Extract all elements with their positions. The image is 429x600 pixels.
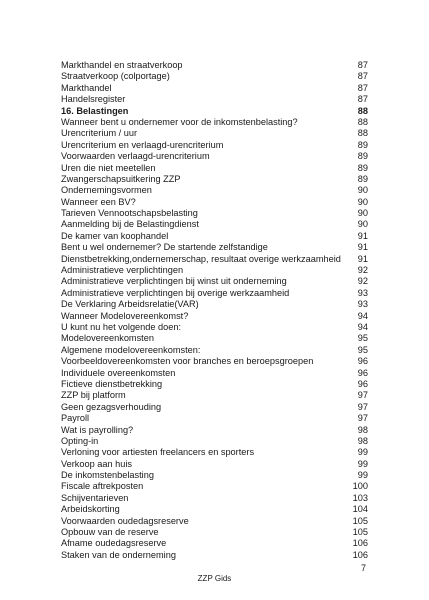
toc-entry bbox=[61, 197, 368, 208]
toc-entry-title: Wanneer een BV? bbox=[61, 196, 136, 207]
toc-entry-title: Bent u wel ondernemer? De startende zelfstandige bbox=[61, 242, 268, 253]
toc-entry-title: Algemene modelovereenkomsten: bbox=[61, 344, 201, 355]
toc-entry-page: 87 bbox=[357, 82, 368, 93]
toc-entry-page: 87 bbox=[357, 94, 368, 105]
toc-entry-page: 91 bbox=[357, 253, 368, 264]
toc-entry bbox=[61, 71, 368, 82]
toc-entry-title: Urencriterium / uur bbox=[61, 128, 138, 139]
toc-entry bbox=[61, 185, 368, 196]
toc-entry bbox=[61, 174, 368, 185]
toc-entry-title: Uren die niet meetellen bbox=[61, 162, 156, 173]
toc-entry bbox=[61, 504, 368, 515]
toc-entry bbox=[61, 242, 368, 253]
toc-entry bbox=[61, 208, 368, 219]
toc-entry bbox=[61, 481, 368, 492]
toc-entry-page: 89 bbox=[357, 162, 368, 173]
toc-entry-page: 99 bbox=[357, 447, 368, 458]
toc-entry-page: 90 bbox=[357, 208, 368, 219]
toc-entry-title: Wanneer Modelovereenkomst? bbox=[61, 310, 189, 321]
toc-entry bbox=[61, 413, 368, 424]
toc-entry bbox=[61, 390, 368, 401]
toc-entry-title: Geen gezagsverhouding bbox=[61, 401, 162, 412]
toc-entry-page: 89 bbox=[357, 139, 368, 150]
toc-entry-page: 95 bbox=[357, 344, 368, 355]
toc-entry-title: ZZP bij platform bbox=[61, 390, 126, 401]
toc-entry bbox=[61, 493, 368, 504]
toc-entry-title: De inkomstenbelasting bbox=[61, 470, 154, 481]
toc-entry-page: 90 bbox=[357, 219, 368, 230]
toc-entry-title: Administratieve verplichtingen bbox=[61, 265, 184, 276]
toc-entry-page: 95 bbox=[357, 333, 368, 344]
toc-entry-page: 96 bbox=[357, 356, 368, 367]
toc-entry-title: Verloning voor artiesten freelancers en sporters bbox=[61, 447, 255, 458]
toc-entry-page: 87 bbox=[357, 60, 368, 70]
toc-entry bbox=[61, 151, 368, 162]
toc-entry-page: 105 bbox=[352, 527, 368, 538]
toc-entry-page: 97 bbox=[357, 390, 368, 401]
toc-entry-title: Tarieven Vennootschapsbelasting bbox=[61, 208, 198, 219]
toc-entry bbox=[61, 322, 368, 333]
toc-entry-page: 91 bbox=[357, 230, 368, 241]
toc-entry-title: Fiscale aftrekposten bbox=[61, 481, 144, 492]
toc-entry-page: 99 bbox=[357, 458, 368, 469]
toc-entry-title: Opting-in bbox=[61, 435, 99, 446]
toc-entry-title: Wanneer bent u ondernemer voor de inkomstenbelasting? bbox=[61, 116, 298, 127]
toc-entry-title: Administratieve verplichtingen bij overige werkzaamheid bbox=[61, 287, 290, 298]
toc-entry bbox=[61, 425, 368, 436]
toc-entry-page: 106 bbox=[352, 538, 368, 549]
toc-entry-page: 100 bbox=[352, 481, 368, 492]
toc-entry-title: Urencriterium en verlaagd-urencriterium bbox=[61, 139, 224, 150]
toc-entry-title: Administratieve verplichtingen bij winst uit onderneming bbox=[61, 276, 287, 287]
toc-entry-title: Markthandel bbox=[61, 82, 112, 93]
toc-entry-title: Zwangerschapsuitkering ZZP bbox=[61, 173, 181, 184]
toc-entry bbox=[61, 265, 368, 276]
toc-entry-title: Dienstbetrekking,ondernemerschap, resultaat overige werkzaamheid bbox=[61, 253, 341, 264]
toc-entry-title: 16. Belastingen bbox=[61, 105, 129, 116]
toc-entry bbox=[61, 106, 368, 117]
toc-entry bbox=[61, 436, 368, 447]
toc-entry-title: Aanmelding bij de Belastingdienst bbox=[61, 219, 199, 230]
toc-entry-page: 104 bbox=[352, 504, 368, 515]
toc-entry-title: Staken van de onderneming bbox=[61, 549, 176, 560]
toc-entry bbox=[61, 527, 368, 538]
toc-entry bbox=[61, 459, 368, 470]
toc-entry bbox=[61, 128, 368, 139]
toc-entry-page: 96 bbox=[357, 367, 368, 378]
toc-entry-page: 98 bbox=[357, 424, 368, 435]
toc-entry-page: 93 bbox=[357, 299, 368, 310]
toc-entry-title: Individuele overeenkomsten bbox=[61, 367, 176, 378]
toc-entry bbox=[61, 538, 368, 549]
toc-entry bbox=[61, 83, 368, 94]
toc-entry-page: 106 bbox=[352, 549, 368, 560]
toc-entry bbox=[61, 356, 368, 367]
toc-entry-page: 94 bbox=[357, 310, 368, 321]
toc-entry bbox=[61, 276, 368, 287]
toc-entry bbox=[61, 60, 368, 71]
toc-entry-page: 88 bbox=[357, 116, 368, 127]
toc-entry bbox=[61, 117, 368, 128]
toc-entry-page: 99 bbox=[357, 470, 368, 481]
toc-entry bbox=[61, 550, 368, 561]
toc-entry-title: De kamer van koophandel bbox=[61, 230, 169, 241]
toc-entry bbox=[61, 231, 368, 242]
toc-entry-page: 98 bbox=[357, 435, 368, 446]
toc-entry-page: 103 bbox=[352, 492, 368, 503]
toc-entry-page: 97 bbox=[357, 401, 368, 412]
toc-entry-title: Payroll bbox=[61, 413, 90, 424]
toc-entry-page: 93 bbox=[357, 287, 368, 298]
toc-entry-page: 92 bbox=[357, 265, 368, 276]
toc-entry-page: 89 bbox=[357, 151, 368, 162]
toc-entry-title: Schijventarieven bbox=[61, 492, 129, 503]
toc-entry bbox=[61, 402, 368, 413]
toc-entry-title: Modelovereenkomsten bbox=[61, 333, 154, 344]
toc-entry bbox=[61, 94, 368, 105]
toc-entry bbox=[61, 219, 368, 230]
toc-entry-page: 87 bbox=[357, 71, 368, 82]
toc-entry bbox=[61, 311, 368, 322]
table-of-contents bbox=[61, 60, 368, 561]
toc-entry bbox=[61, 333, 368, 344]
toc-entry bbox=[61, 516, 368, 527]
toc-entry-title: Fictieve dienstbetrekking bbox=[61, 378, 163, 389]
toc-entry-title: Verkoop aan huis bbox=[61, 458, 133, 469]
toc-entry-title: Voorbeeldovereenkomsten voor branches en beroepsgroepen bbox=[61, 356, 314, 367]
toc-entry-title: Handelsregister bbox=[61, 94, 126, 105]
toc-entry-page: 89 bbox=[357, 173, 368, 184]
toc-entry bbox=[61, 379, 368, 390]
toc-entry-page: 97 bbox=[357, 413, 368, 424]
toc-entry-page: 90 bbox=[357, 185, 368, 196]
toc-entry bbox=[61, 299, 368, 310]
toc-entry-page: 92 bbox=[357, 276, 368, 287]
toc-entry bbox=[61, 447, 368, 458]
toc-entry-page: 105 bbox=[352, 515, 368, 526]
toc-entry-page: 96 bbox=[357, 378, 368, 389]
page-number: 7 bbox=[361, 563, 367, 573]
toc-entry-title: Afname oudedagsreserve bbox=[61, 538, 167, 549]
footer-title: ZZP Gids bbox=[197, 574, 232, 583]
toc-entry-title: Markthandel en straatverkoop bbox=[61, 60, 183, 70]
toc-entry-page: 88 bbox=[357, 105, 368, 116]
toc-entry-title: Voorwaarden verlaagd-urencriterium bbox=[61, 151, 210, 162]
toc-entry bbox=[61, 163, 368, 174]
toc-entry-page: 90 bbox=[357, 196, 368, 207]
toc-entry-title: Opbouw van de reserve bbox=[61, 527, 159, 538]
toc-entry-title: De Verklaring Arbeidsrelatie(VAR) bbox=[61, 299, 199, 310]
toc-entry bbox=[61, 140, 368, 151]
toc-entry bbox=[61, 288, 368, 299]
toc-entry-title: Arbeidskorting bbox=[61, 504, 120, 515]
toc-entry-page: 94 bbox=[357, 321, 368, 332]
toc-entry-title: Straatverkoop (colportage) bbox=[61, 71, 170, 82]
toc-entry-title: Ondernemingsvormen bbox=[61, 185, 152, 196]
toc-entry-page: 88 bbox=[357, 128, 368, 139]
toc-entry-title: U kunt nu het volgende doen: bbox=[61, 321, 182, 332]
toc-entry bbox=[61, 345, 368, 356]
toc-entry-title: Voorwaarden oudedagsreserve bbox=[61, 515, 189, 526]
toc-entry-page: 91 bbox=[357, 242, 368, 253]
toc-entry bbox=[61, 470, 368, 481]
toc-entry bbox=[61, 368, 368, 379]
toc-entry bbox=[61, 254, 368, 265]
toc-entry-title: Wat is payrolling? bbox=[61, 424, 134, 435]
